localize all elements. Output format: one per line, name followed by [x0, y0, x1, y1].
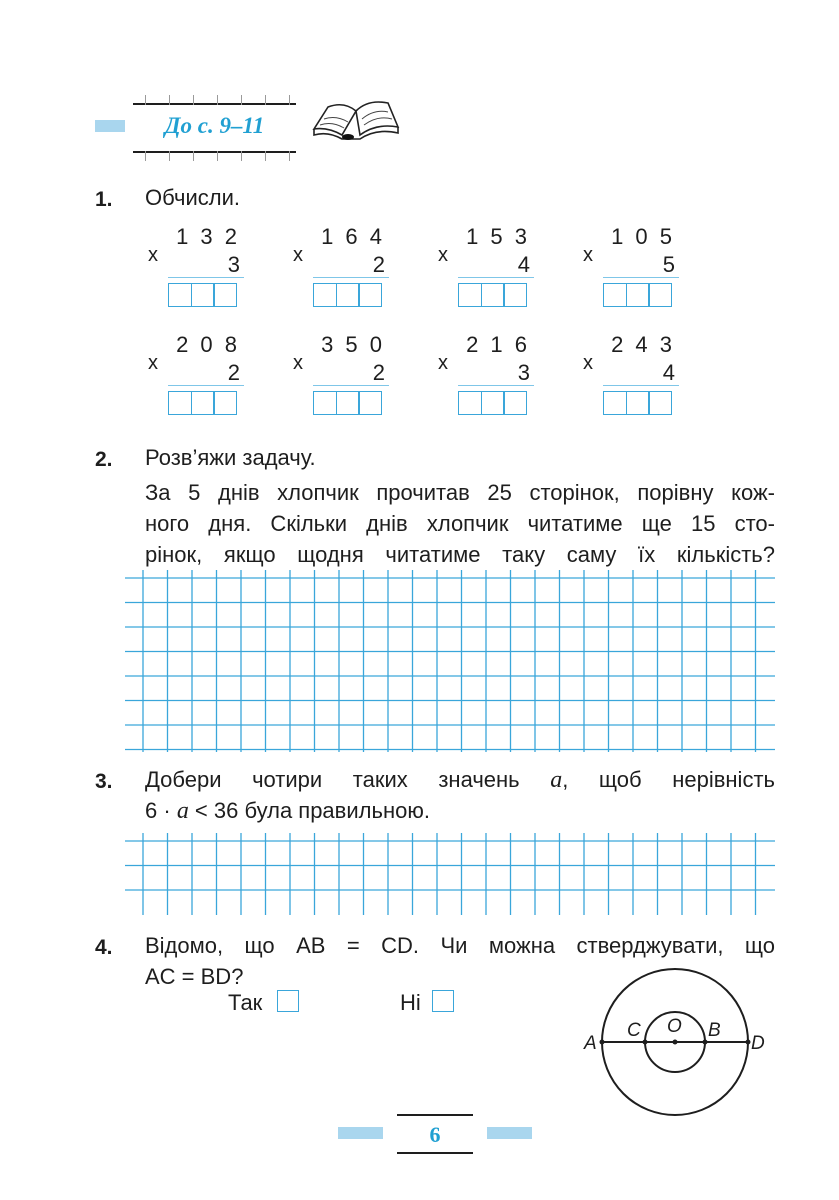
- multiply-sign: x: [438, 352, 448, 374]
- answer-cell[interactable]: [626, 283, 650, 307]
- multiplication-problem: [148, 224, 258, 322]
- point-a: [600, 1040, 605, 1045]
- task3-number: 3.: [95, 770, 113, 793]
- header-tick: [241, 95, 242, 105]
- header-tick: [217, 151, 218, 161]
- task2-number: 2.: [95, 448, 113, 471]
- point-o: [673, 1040, 678, 1045]
- task3-line2: [145, 795, 430, 827]
- answer-cell[interactable]: [603, 283, 627, 307]
- header-left-bar: [95, 120, 125, 132]
- multiplication-problem: [583, 224, 693, 322]
- point-c: [643, 1040, 648, 1045]
- point-d: [746, 1040, 751, 1045]
- answer-cell[interactable]: [358, 391, 382, 415]
- answer-cell[interactable]: [458, 391, 482, 415]
- header-tick: [241, 151, 242, 161]
- result-line: [458, 277, 534, 278]
- section-header: [133, 103, 296, 153]
- answer-cell[interactable]: [213, 391, 237, 415]
- label-b: B: [708, 1020, 721, 1041]
- answer-cell[interactable]: [481, 283, 505, 307]
- task3-text: 6 ·: [145, 798, 171, 823]
- answer-cell[interactable]: [481, 391, 505, 415]
- task1-prompt: Обчисли.: [145, 185, 240, 210]
- header-tick: [289, 95, 290, 105]
- answer-boxes[interactable]: [603, 391, 671, 415]
- no-checkbox[interactable]: [432, 990, 454, 1012]
- task4-line1: Відомо, що AB = CD. Чи можна стверджувати, що: [145, 933, 775, 958]
- multiplier: 4: [517, 252, 530, 277]
- result-line: [168, 277, 244, 278]
- header-tick: [265, 95, 266, 105]
- multiplicand: 2 0 8: [176, 332, 240, 357]
- task2-prompt: Розв’яжи задачу.: [145, 445, 316, 470]
- multiplicand: 3 5 0: [321, 332, 385, 357]
- multiplication-problem: [293, 332, 403, 430]
- multiplicand: 1 0 5: [611, 224, 675, 249]
- answer-boxes[interactable]: [458, 283, 526, 307]
- footer-right-bar: [487, 1127, 532, 1139]
- label-o: O: [667, 1016, 682, 1037]
- answer-cell[interactable]: [458, 283, 482, 307]
- answer-cell[interactable]: [168, 391, 192, 415]
- multiplication-problem: [583, 332, 693, 430]
- multiplication-problem: [438, 332, 548, 430]
- answer-boxes[interactable]: [168, 283, 236, 307]
- section-title: До с. 9–11: [164, 113, 265, 138]
- header-tick: [193, 95, 194, 105]
- header-tick: [169, 151, 170, 161]
- page-number: 6: [429, 1122, 441, 1147]
- result-line: [168, 385, 244, 386]
- multiply-sign: x: [148, 352, 158, 374]
- answer-boxes[interactable]: [168, 391, 236, 415]
- header-tick: [265, 151, 266, 161]
- task3-text: < 36 була правильною.: [188, 798, 430, 823]
- task3-line1: [145, 764, 775, 796]
- header-tick: [289, 151, 290, 161]
- multiplier: 3: [517, 360, 530, 385]
- label-d: D: [751, 1033, 765, 1054]
- multiplicand: 1 5 3: [466, 224, 530, 249]
- answer-cell[interactable]: [336, 391, 360, 415]
- label-c: C: [627, 1020, 641, 1041]
- answer-boxes[interactable]: [603, 283, 671, 307]
- result-line: [313, 385, 389, 386]
- multiplicand: 2 1 6: [466, 332, 530, 357]
- multiplication-problem: [293, 224, 403, 322]
- label-a: A: [584, 1033, 597, 1054]
- answer-cell[interactable]: [503, 391, 527, 415]
- multiplicand: 1 3 2: [176, 224, 240, 249]
- answer-cell[interactable]: [191, 283, 215, 307]
- circles-diagram: [575, 960, 775, 1120]
- multiplication-problem: [148, 332, 258, 430]
- answer-cell[interactable]: [358, 283, 382, 307]
- result-line: [603, 277, 679, 278]
- multiplier: 5: [662, 252, 675, 277]
- grid-lines: [125, 833, 775, 915]
- header-tick: [169, 95, 170, 105]
- answer-cell[interactable]: [213, 283, 237, 307]
- task2-problem-line: ного дня. Скільки днів хлопчик читатиме ще 15 сто-: [145, 511, 775, 536]
- multiplication-problem: [438, 224, 548, 322]
- task3-text: Добери чотири таких значень: [145, 767, 520, 792]
- multiplier: 3: [227, 252, 240, 277]
- multiplier: 4: [662, 360, 675, 385]
- yes-label: Так: [228, 990, 263, 1015]
- multiplier: 2: [372, 360, 385, 385]
- answer-boxes[interactable]: [313, 391, 381, 415]
- answer-cell[interactable]: [648, 391, 672, 415]
- multiplicand: 2 4 3: [611, 332, 675, 357]
- answer-cell[interactable]: [336, 283, 360, 307]
- answer-cell[interactable]: [626, 391, 650, 415]
- task3-text: , щоб нерівність: [562, 767, 775, 792]
- multiplier: 2: [372, 252, 385, 277]
- task4-number: 4.: [95, 936, 113, 959]
- multiply-sign: x: [583, 244, 593, 266]
- header-tick: [217, 95, 218, 105]
- multiplicand: 1 6 4: [321, 224, 385, 249]
- variable-a: a: [176, 798, 189, 824]
- multiply-sign: x: [293, 244, 303, 266]
- answer-boxes[interactable]: [313, 283, 381, 307]
- no-label: Ні: [400, 990, 421, 1015]
- multiply-sign: x: [583, 352, 593, 374]
- header-tick: [193, 151, 194, 161]
- variable-a: a: [550, 767, 563, 793]
- answer-grid-task2[interactable]: [125, 570, 775, 752]
- task1-number: 1.: [95, 188, 113, 211]
- point-b: [703, 1040, 708, 1045]
- result-line: [313, 277, 389, 278]
- header-tick: [145, 151, 146, 161]
- answer-cell[interactable]: [191, 391, 215, 415]
- answer-boxes[interactable]: [458, 391, 526, 415]
- multiply-sign: x: [148, 244, 158, 266]
- task4-line2: AC = BD?: [145, 964, 244, 989]
- multiplier: 2: [227, 360, 240, 385]
- multiply-sign: x: [438, 244, 448, 266]
- grid-lines: [125, 570, 775, 752]
- footer-left-bar: [338, 1127, 383, 1139]
- answer-cell[interactable]: [313, 391, 337, 415]
- result-line: [603, 385, 679, 386]
- task2-problem-line: За 5 днів хлопчик прочитав 25 сторінок, порівну кож-: [145, 480, 775, 505]
- yes-checkbox[interactable]: [277, 990, 299, 1012]
- answer-cell[interactable]: [313, 283, 337, 307]
- answer-cell[interactable]: [648, 283, 672, 307]
- multiply-sign: x: [293, 352, 303, 374]
- answer-grid-task3[interactable]: [125, 833, 775, 915]
- header-tick: [145, 95, 146, 105]
- answer-cell[interactable]: [503, 283, 527, 307]
- answer-cell[interactable]: [168, 283, 192, 307]
- answer-cell[interactable]: [603, 391, 627, 415]
- result-line: [458, 385, 534, 386]
- open-book-icon: [310, 95, 402, 150]
- task2-problem-line: рінок, якщо щодня читатиме таку саму їх кількість?: [145, 542, 775, 567]
- page-number-box: [397, 1114, 473, 1154]
